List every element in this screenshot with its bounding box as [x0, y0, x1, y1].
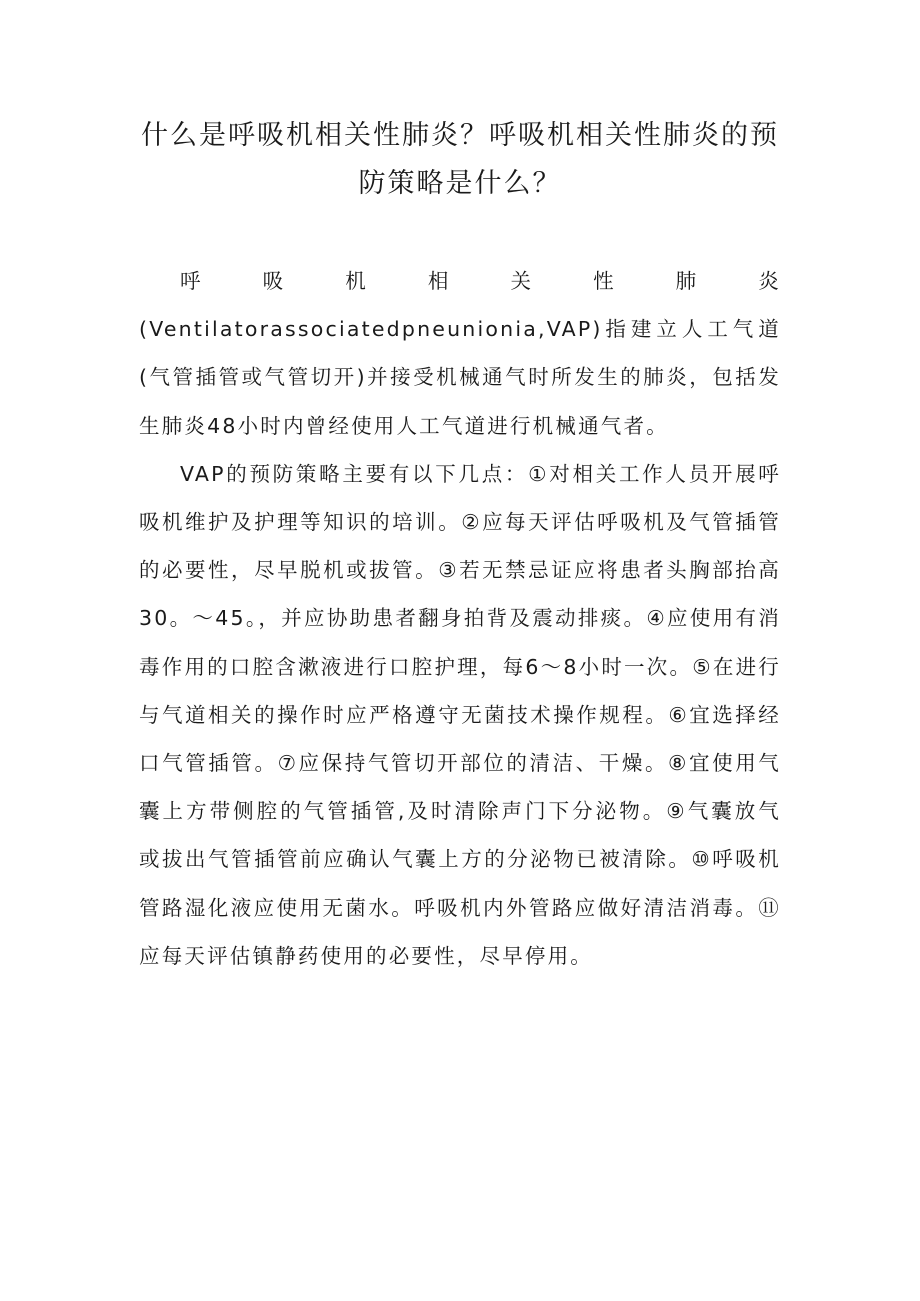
paragraph-prevention-strategies: VAP的预防策略主要有以下几点：①对相关工作人员开展呼吸机维护及护理等知识的培训。②应每天评估呼吸机及气管插管的必要性，尽早脱机或拔管。③若无禁忌证应将患者头胸部抬高30。〜45。，并应协助患者翻身拍背及震动排痰。④应使用有消毒作用的口腔含漱液进行口腔护理，每6〜8小时一次。⑤在进行与气道相关的操作时应严格遵守无菌技术操作规程。⑥宜选择经口气管插管。⑦应保持气管切开部位的清洁、干燥。⑧宜使用气囊上方带侧腔的气管插管,及时清除声门下分泌物。⑨气囊放气或拔出气管插管前应确认气囊上方的分泌物已被清除。⑩呼吸机管路湿化液应使用无菌水。呼吸机内外管路应做好清洁消毒。⑪应每天评估镇静药使用的必要性，尽早停用。 [139, 461, 781, 968]
paragraph-definition: 呼吸机相关性肺炎(Ventilatorassociatedpneunionia,VAP)指建立人工气道(气管插管或气管切开)并接受机械通气时所发生的肺炎，包括发生肺炎48小时内曾经使用人工气道进行机械通气者。 [139, 269, 781, 438]
page-title [120, 112, 800, 208]
document-body [139, 257, 781, 980]
title-line-1: 什么是呼吸机相关性肺炎？呼吸机相关性肺炎的预 [141, 120, 779, 151]
title-line-2: 防策略是什么？ [358, 168, 562, 199]
